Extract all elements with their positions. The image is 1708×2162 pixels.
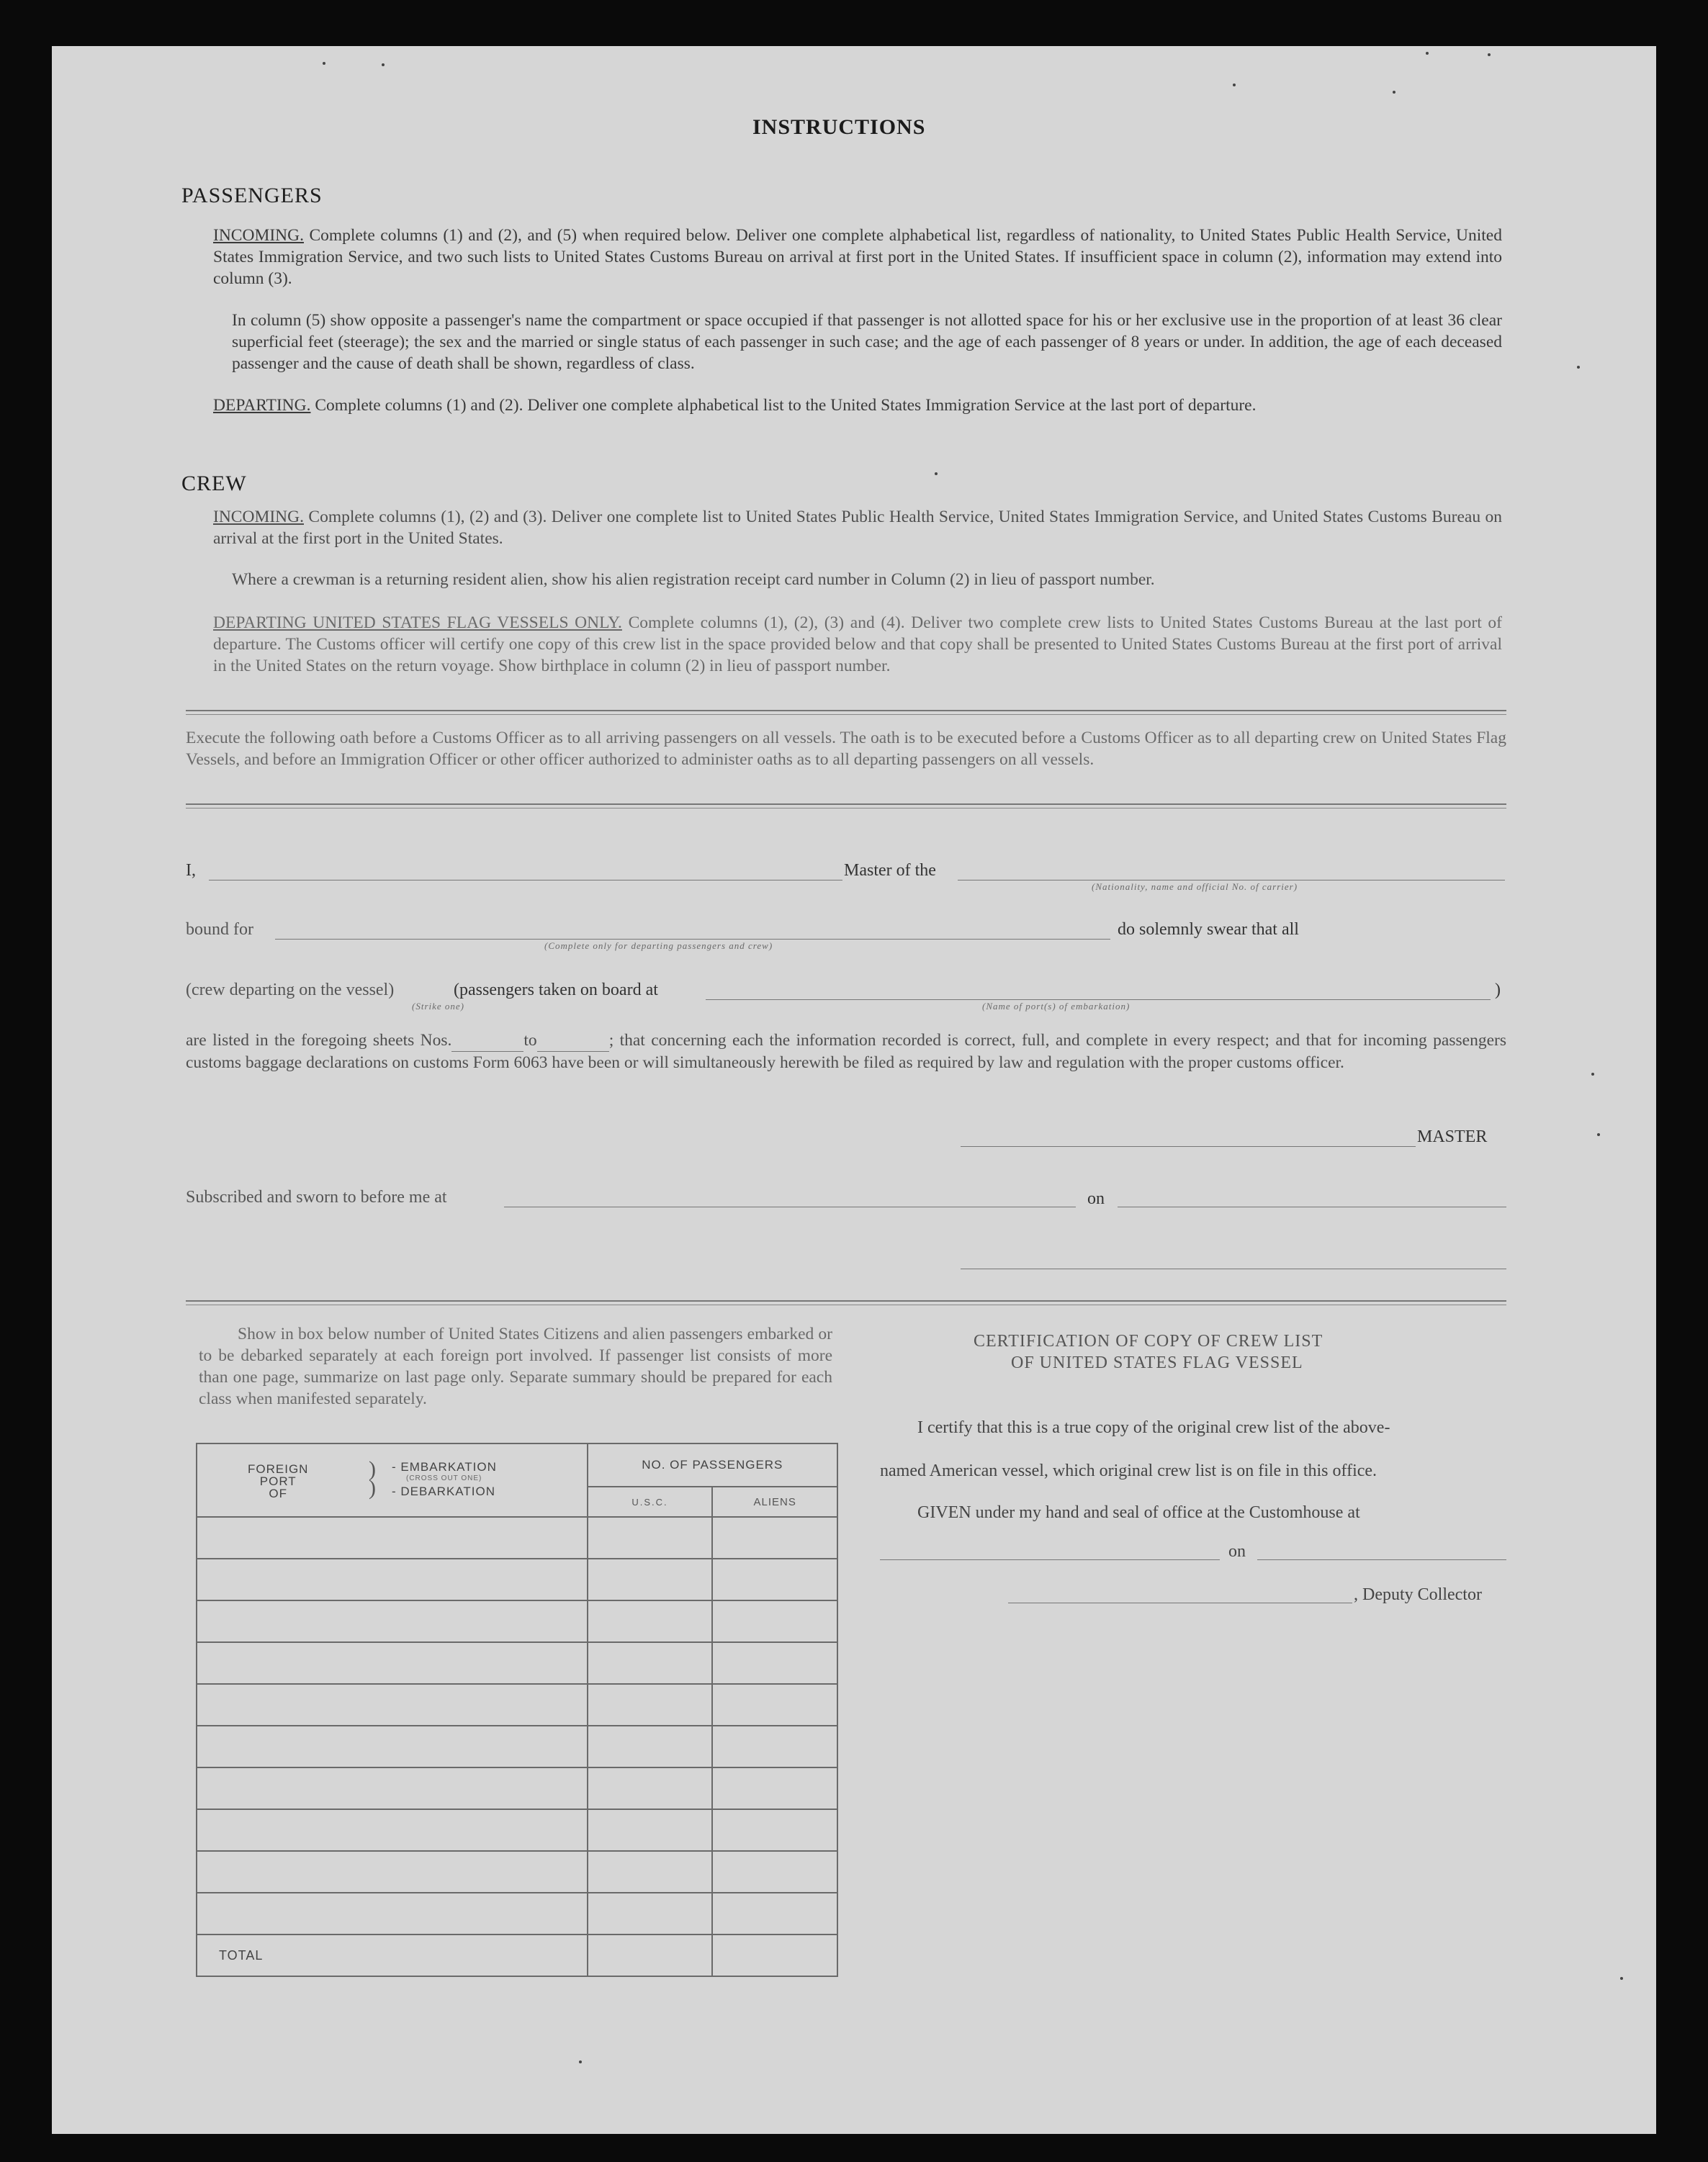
certification-on-label: on [1228,1542,1246,1561]
sheets-rest: ; that concerning each the information recorded is correct, full, and complete in every respect; and that for incoming passengers customs baggage declarations on customs Form 6063 have been or will simultaneously herewith be filed as required by law and regulation with the proper customs officer. [186,1031,1506,1072]
aliens-header: ALIENS [712,1487,837,1517]
scan-speck [1393,91,1395,94]
certify-line2: named American vessel, which original crew list is on file in this office. [880,1461,1377,1480]
crew-incoming-label: INCOMING. [213,508,304,526]
total-label: TOTAL [197,1934,588,1976]
crew-departing-paragraph [213,612,1502,677]
passenger-summary-table [196,1443,838,1977]
brace-symbol: ) ) [369,1457,376,1500]
port-cell[interactable] [197,1517,588,1559]
crew-incoming-paragraph [213,506,1502,549]
sheets-paragraph [186,1030,1506,1073]
passengers-heading: PASSENGERS [181,184,323,207]
aliens-cell[interactable] [712,1517,837,1559]
usc-cell[interactable] [588,1809,713,1851]
table-row [197,1851,837,1893]
aliens-cell[interactable] [712,1684,837,1726]
subscribed-on-label: on [1087,1189,1105,1208]
debarkation-label: - DEBARKATION [392,1485,495,1498]
total-aliens-cell[interactable] [712,1934,837,1976]
passengers-departing-label: DEPARTING. [213,396,311,415]
scan-speck [935,472,938,475]
port-cell[interactable] [197,1893,588,1934]
certification-date-line[interactable] [1257,1559,1506,1560]
customhouse-place-line[interactable] [880,1559,1220,1560]
table-row [197,1684,837,1726]
embarkation-label: - EMBARKATION [392,1460,497,1474]
scan-speck [1591,1073,1594,1076]
usc-cell[interactable] [588,1559,713,1600]
divider-rule [186,1300,1506,1302]
usc-header: U.S.C. [588,1487,713,1517]
crew-departing-option: (crew departing on the vessel) [186,981,395,999]
summary-rows [197,1517,837,1934]
page-title: INSTRUCTIONS [752,115,926,139]
sheets-from-line[interactable] [451,1030,523,1052]
master-label: MASTER [1417,1127,1488,1146]
foreign-port-of-label [248,1463,308,1500]
certification-heading-line2: OF UNITED STATES FLAG VESSEL [1011,1353,1303,1372]
summary-intro: Show in box below number of United States Citizens and alien passengers embarked or to be debarked separately at each foreign port involved. If passenger list consists of more than one page, summarize on last page only. Separate summary should be prepared for each class when manifested separately. [199,1325,832,1408]
crew-incoming-text: Complete columns (1), (2) and (3). Deliver one complete list to United States Public Health Service, United States Immigration Service, and United States Customs Bureau on arrival at the first port in the United States. [213,508,1502,548]
strike-one-caption: (Strike one) [412,1001,465,1012]
port-cell[interactable] [197,1684,588,1726]
divider-rule [186,710,1506,711]
bound-for-caption: (Complete only for departing passengers and crew) [544,940,773,951]
of-word: OF [269,1487,288,1500]
master-signature-line[interactable] [961,1146,1416,1147]
aliens-cell[interactable] [712,1809,837,1851]
usc-cell[interactable] [588,1517,713,1559]
usc-cell[interactable] [588,1684,713,1726]
port-cell[interactable] [197,1767,588,1809]
subscribed-label: Subscribed and sworn to before me at [186,1188,447,1207]
crew-resident-paragraph: Where a crewman is a returning resident alien, show his alien registration receipt card number in Column (2) in lieu of passport number. [232,570,1155,589]
table-row [197,1893,837,1934]
table-row [197,1559,837,1600]
certification-heading-line1: CERTIFICATION OF COPY OF CREW LIST [974,1332,1323,1351]
swear-label: do solemnly swear that all [1118,920,1299,939]
aliens-cell[interactable] [712,1600,837,1642]
scan-speck [323,62,325,65]
scan-speck [382,63,385,66]
scan-speck [1488,53,1491,56]
port-cell[interactable] [197,1851,588,1893]
passengers-incoming-text: Complete columns (1) and (2), and (5) when required below. Deliver one complete alphabetical list, regardless of nationality, to United States Public Health Service, United States Immigration Service, and two such lists to United States Customs Bureau on arrival at first port in the United States. If insufficient space in column (2), information may extend into column (3). [213,226,1502,288]
passengers-column5-paragraph: In column (5) show opposite a passenger's name the compartment or space occupied if that passenger is not allotted space for his or her exclusive use in the proportion of at least 36 clear superficial feet (steerage); the sex and the married or single status of each passenger in such case; and the age of each passenger of 8 years or under. In addition, the age of each deceased passenger and the cause of death shall be shown, regardless of class. [232,311,1502,373]
usc-cell[interactable] [588,1642,713,1684]
usc-cell[interactable] [588,1767,713,1809]
passengers-taken-option: (passengers taken on board at [454,981,658,999]
sheets-to-line[interactable] [537,1030,609,1052]
no-of-passengers-header: NO. OF PASSENGERS [588,1443,837,1487]
bound-for-line[interactable] [275,939,1110,940]
crew-departing-text: Complete columns (1), (2), (3) and (4). Deliver two complete crew lists to United States Customs Bureau at the last port of departure. The Customs officer will certify one copy of this crew list in the space provided below and that copy shall be presented to United States Customs Bureau at the first port of arrival in the United States on the return voyage. Show birthplace in column (2) in lieu of passport number. [213,613,1502,675]
cross-out-label: (CROSS OUT ONE) [406,1474,482,1482]
certify-line1: I certify that this is a true copy of the original crew list of the above- [917,1418,1390,1437]
oath-i-label: I, [186,861,196,880]
aliens-cell[interactable] [712,1642,837,1684]
scan-speck [1620,1977,1623,1980]
scan-speck [579,2060,582,2063]
foreign-word: FOREIGN [248,1462,309,1476]
crew-departing-label: DEPARTING UNITED STATES FLAG VESSELS ONLY. [213,613,622,632]
aliens-cell[interactable] [712,1767,837,1809]
port-cell[interactable] [197,1559,588,1600]
scan-speck [1597,1133,1600,1136]
usc-cell[interactable] [588,1851,713,1893]
aliens-cell[interactable] [712,1851,837,1893]
usc-cell[interactable] [588,1726,713,1767]
port-word: PORT [259,1474,297,1488]
bound-for-label: bound for [186,920,253,939]
embarkation-port-line[interactable] [706,999,1491,1000]
port-cell[interactable] [197,1642,588,1684]
port-cell[interactable] [197,1726,588,1767]
total-usc-cell[interactable] [588,1934,713,1976]
aliens-cell[interactable] [712,1726,837,1767]
port-cell[interactable] [197,1809,588,1851]
scan-speck [1426,52,1429,55]
aliens-cell[interactable] [712,1893,837,1934]
close-paren: ) [1495,981,1501,999]
port-cell[interactable] [197,1600,588,1642]
port-caption: (Name of port(s) of embarkation) [982,1001,1131,1012]
scan-speck [1577,366,1580,369]
table-row [197,1517,837,1559]
passengers-incoming-label: INCOMING. [213,226,304,245]
passengers-departing-paragraph [213,395,1502,416]
oath-intro-paragraph: Execute the following oath before a Customs Officer as to all arriving passengers on all vessels. The oath is to be executed before a Customs Officer as to all departing crew on United States Flag Vessels, and before an Immigration Officer or other officer authorized to administer oaths as to all departing passengers on all vessels. [186,729,1506,769]
scan-speck [1233,84,1236,86]
sheets-to: to [523,1031,537,1050]
divider-rule [186,808,1506,809]
table-row [197,1600,837,1642]
divider-rule [186,803,1506,805]
table-row [197,1726,837,1767]
usc-cell[interactable] [588,1600,713,1642]
divider-rule [186,714,1506,715]
master-of-the-label: Master of the [844,861,936,880]
table-row [197,1642,837,1684]
carrier-caption: (Nationality, name and official No. of carrier) [1092,881,1298,892]
table-row [197,1809,837,1851]
sheets-prefix: are listed in the foregoing sheets Nos. [186,1031,452,1050]
deputy-collector-label: , Deputy Collector [1354,1585,1482,1604]
table-row [197,1767,837,1809]
port-header-cell [197,1443,588,1517]
given-line: GIVEN under my hand and seal of office at the Customhouse at [917,1503,1360,1522]
usc-cell[interactable] [588,1893,713,1934]
passengers-incoming-paragraph [213,225,1502,289]
crew-heading: CREW [181,472,247,495]
aliens-cell[interactable] [712,1559,837,1600]
passengers-departing-text: Complete columns (1) and (2). Deliver one complete alphabetical list to the United States Immigration Service at the last port of departure. [310,396,1257,415]
